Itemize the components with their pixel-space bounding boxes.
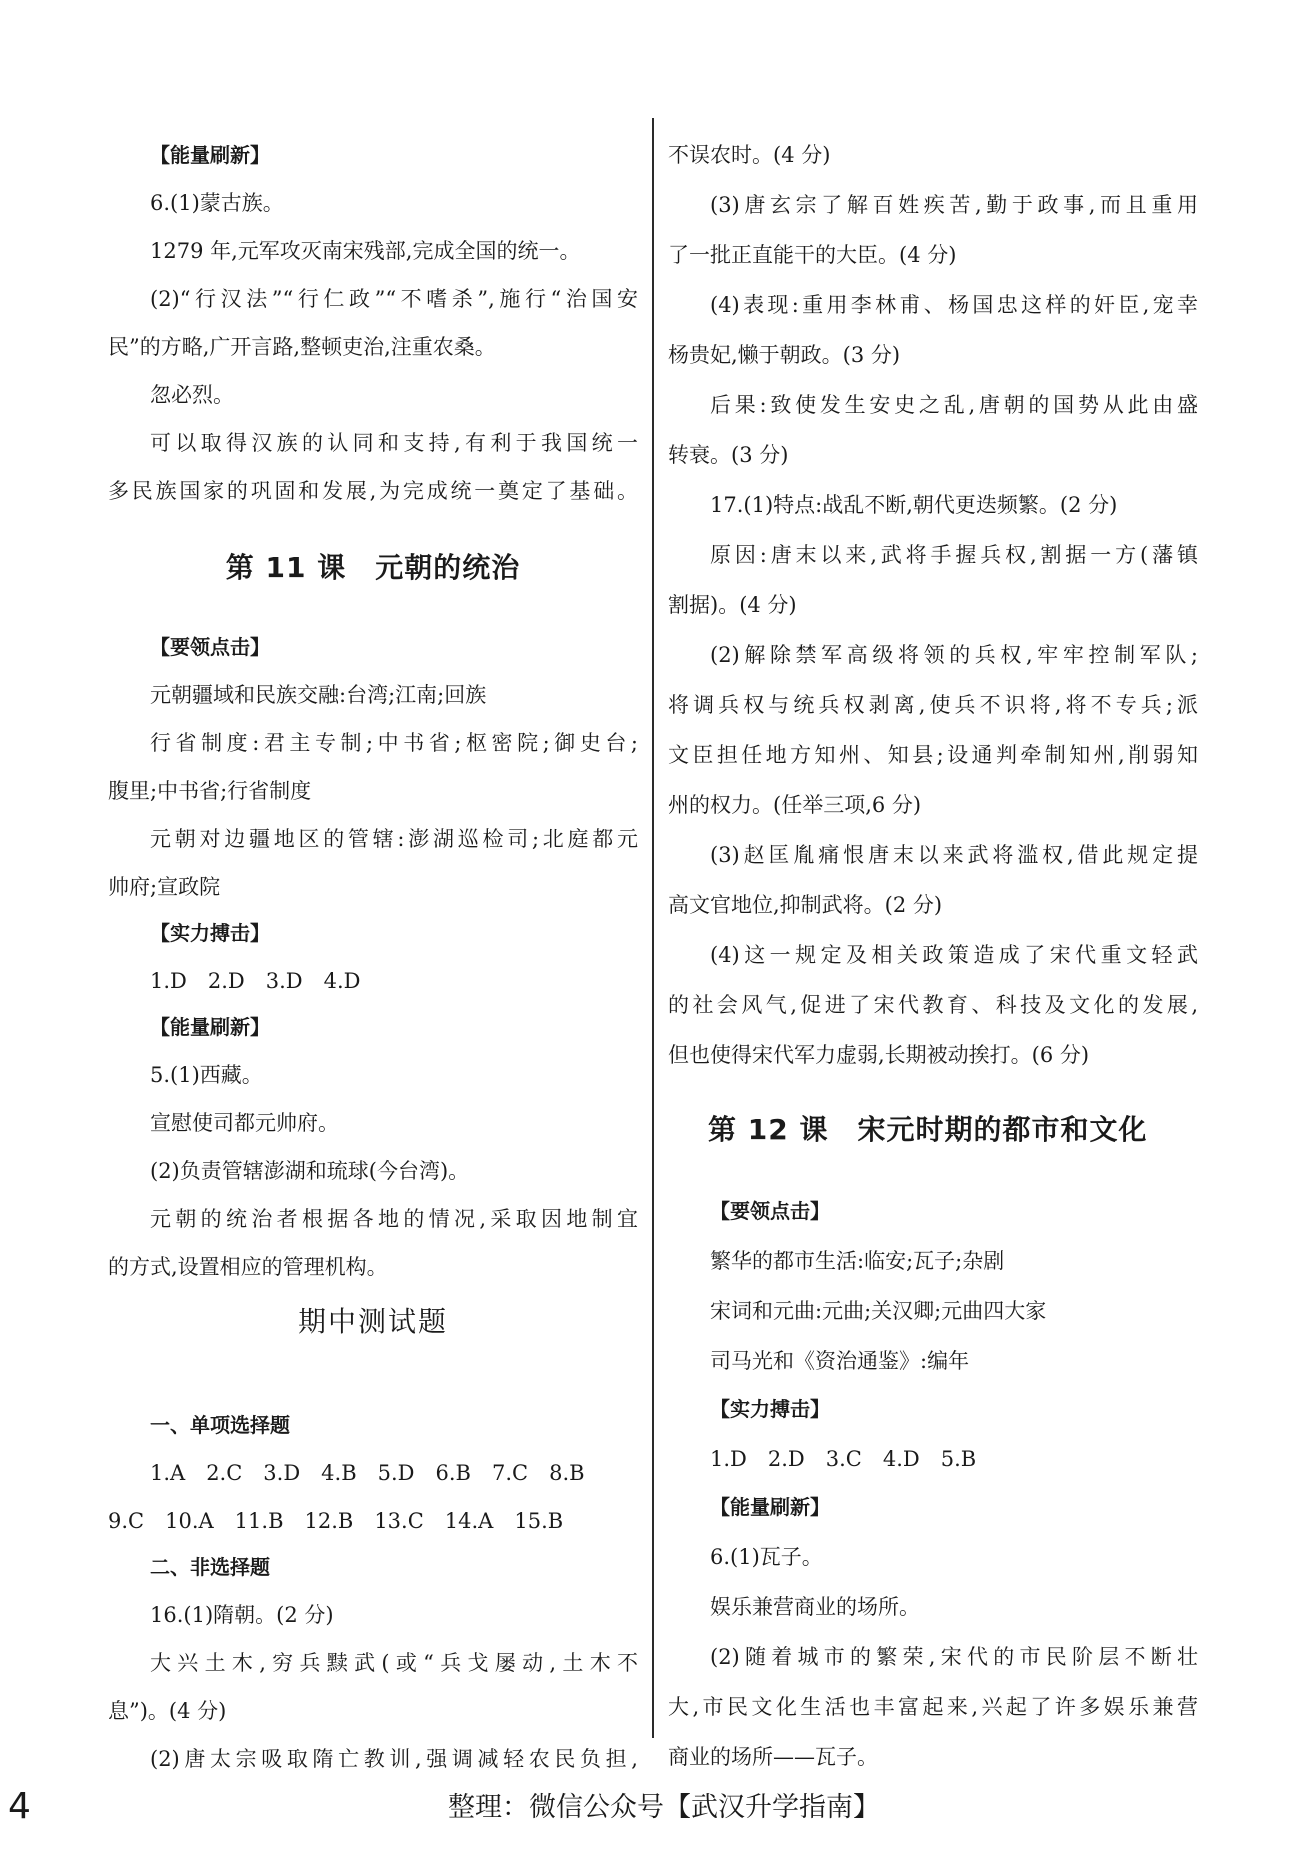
answer-line: 可以取得汉族的认同和支持,有利于我国统一 — [150, 431, 638, 455]
answer-line: 9.C 10.A 11.B 12.B 13.C 14.A 15.B — [108, 1509, 564, 1533]
answer-line: 多民族国家的巩固和发展,为完成统一奠定了基础。 — [108, 479, 638, 503]
section-header-strength: 【实力搏击】 — [710, 1397, 830, 1421]
answer-line: 5.(1)西藏。 — [150, 1063, 263, 1087]
answer-line: 大,市民文化生活也丰富起来,兴起了许多娱乐兼营 — [668, 1695, 1198, 1719]
answer-line: 腹里;中书省;行省制度 — [108, 779, 312, 803]
answer-line: 高文官地位,抑制武将。(2 分) — [668, 893, 943, 917]
answer-line: 割据)。(4 分) — [668, 593, 797, 617]
answer-line: 宣慰使司都元帅府。 — [150, 1111, 339, 1135]
answer-line: 16.(1)隋朝。(2 分) — [150, 1603, 334, 1627]
footer-credit: 整理：微信公众号【武汉升学指南】 — [448, 1792, 880, 1823]
section-header-key-points: 【要领点击】 — [710, 1199, 830, 1223]
answer-line: 了一批正直能干的大臣。(4 分) — [668, 243, 957, 267]
answer-line: (2)随着城市的繁荣,宋代的市民阶层不断壮 — [710, 1645, 1198, 1669]
answer-line: 将调兵权与统兵权剥离,使兵不识将,将不专兵;派 — [668, 693, 1198, 717]
answer-line: 转衰。(3 分) — [668, 443, 789, 467]
answer-line: 忽必烈。 — [150, 383, 234, 407]
answer-line: 1.A 2.C 3.D 4.B 5.D 6.B 7.C 8.B — [150, 1461, 585, 1485]
section-header-strength: 【实力搏击】 — [150, 921, 270, 945]
answer-line: (2)解除禁军高级将领的兵权,牢牢控制军队; — [710, 643, 1198, 667]
answer-line: 杨贵妃,懒于朝政。(3 分) — [668, 343, 901, 367]
answer-line: (2)负责管辖澎湖和琉球(今台湾)。 — [150, 1159, 470, 1183]
answer-line: 元朝对边疆地区的管辖:澎湖巡检司;北庭都元 — [150, 827, 638, 851]
answer-line: 息”)。(4 分) — [108, 1699, 227, 1723]
answer-line: 6.(1)蒙古族。 — [150, 191, 284, 215]
lesson-12-title: 第 12 课 宋元时期的都市和文化 — [708, 1113, 1148, 1146]
answer-line: (3)赵匡胤痛恨唐末以来武将滥权,借此规定提 — [710, 843, 1198, 867]
column-divider — [652, 118, 654, 1738]
answer-line: 原因:唐末以来,武将手握兵权,割据一方(藩镇 — [710, 543, 1198, 567]
answer-line: 元朝疆域和民族交融:台湾;江南;回族 — [150, 683, 487, 707]
answer-line: 1279 年,元军攻灭南宋残部,完成全国的统一。 — [150, 239, 581, 263]
answer-line: 后果:致使发生安史之乱,唐朝的国势从此由盛 — [710, 393, 1198, 417]
answer-line: 6.(1)瓦子。 — [710, 1545, 823, 1569]
answer-line: 元朝的统治者根据各地的情况,采取因地制宜 — [150, 1207, 638, 1231]
section-header-energy: 【能量刷新】 — [150, 1015, 270, 1039]
section-header-energy: 【能量刷新】 — [710, 1495, 830, 1519]
answer-line: 民”的方略,广开言路,整顿吏治,注重农桑。 — [108, 335, 496, 359]
answer-line: 宋词和元曲:元曲;关汉卿;元曲四大家 — [710, 1299, 1047, 1323]
answer-line: (3)唐玄宗了解百姓疾苦,勤于政事,而且重用 — [710, 193, 1198, 217]
section-header-key-points: 【要领点击】 — [150, 635, 270, 659]
answer-line: 商业的场所——瓦子。 — [668, 1745, 878, 1769]
answer-line: (4)这一规定及相关政策造成了宋代重文轻武 — [710, 943, 1198, 967]
answer-line: 行省制度:君主专制;中书省;枢密院;御史台; — [150, 731, 638, 755]
answer-line: 繁华的都市生活:临安;瓦子;杂剧 — [710, 1249, 1005, 1273]
answer-line: (2)“行汉法”“行仁政”“不嗜杀”,施行“治国安 — [150, 287, 638, 311]
answer-line: 1.D 2.D 3.D 4.D — [150, 969, 361, 993]
answer-line: 司马光和《资治通鉴》:编年 — [710, 1349, 970, 1373]
answer-line: 但也使得宋代军力虚弱,长期被动挨打。(6 分) — [668, 1043, 1090, 1067]
section-header-non-choice: 二、非选择题 — [150, 1555, 270, 1579]
midterm-title: 期中测试题 — [297, 1305, 448, 1338]
answer-line: 不误农时。(4 分) — [668, 143, 831, 167]
answer-line: (4)表现:重用李林甫、杨国忠这样的奸臣,宠幸 — [710, 293, 1198, 317]
answer-line: 1.D 2.D 3.C 4.D 5.B — [710, 1447, 977, 1471]
lesson-11-title: 第 11 课 元朝的统治 — [225, 551, 521, 584]
page-number: 4 — [8, 1786, 31, 1827]
answer-line: 文臣担任地方知州、知县;设通判牵制知州,削弱知 — [668, 743, 1198, 767]
section-header-energy: 【能量刷新】 — [150, 143, 270, 167]
answer-line: 的社会风气,促进了宋代教育、科技及文化的发展, — [668, 993, 1198, 1017]
answer-line: 大兴土木,穷兵黩武(或“兵戈屡动,土木不 — [150, 1651, 638, 1675]
answer-line: 帅府;宣政院 — [108, 875, 221, 899]
answer-line: 的方式,设置相应的管理机构。 — [108, 1255, 388, 1279]
answer-line: 州的权力。(任举三项,6 分) — [668, 793, 922, 817]
answer-line: 娱乐兼营商业的场所。 — [710, 1595, 920, 1619]
section-header-single-choice: 一、单项选择题 — [150, 1413, 290, 1437]
answer-line: (2)唐太宗吸取隋亡教训,强调减轻农民负担, — [150, 1747, 638, 1771]
answer-line: 17.(1)特点:战乱不断,朝代更迭频繁。(2 分) — [710, 493, 1118, 517]
